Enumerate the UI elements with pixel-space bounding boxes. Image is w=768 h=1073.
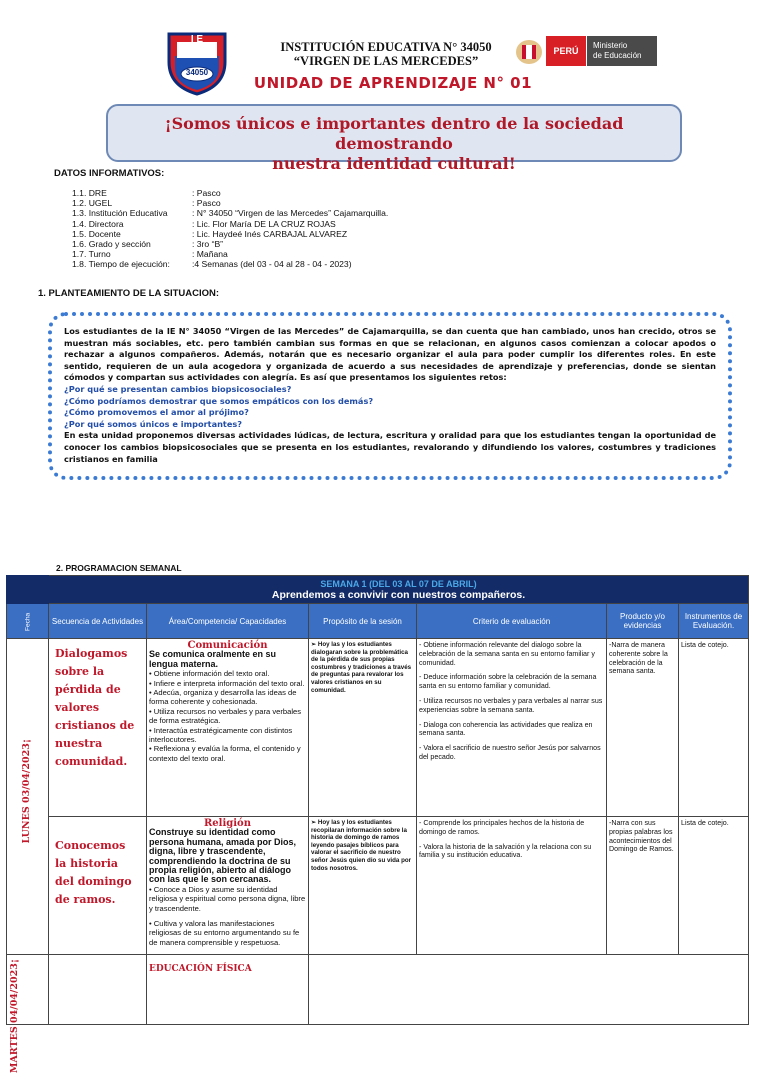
datos-value: :4 Semanas (del 03 - 04 al 28 - 04 - 2023) [192,259,352,270]
col-proposito: Propósito de la sesión [309,604,417,639]
fecha-lunes [7,639,49,955]
criterio: - Valora el sacrificio de nuestro señor Jesús por salvarnos del pecado. [419,744,601,761]
banner-line1: ¡Somos únicos e importantes dentro de la sociedad demostrando [164,114,624,153]
datos-label: 1.7. Turno [72,249,111,260]
area-title: Religión [203,818,251,829]
instrumento-cell: Lista de cotejo. [679,817,749,955]
semana-header [49,576,749,604]
situacion-closing: En esta unidad proponemos diversas actividades lúdicas, de lectura, escritura y oralidad para que los estudiantes tengan la oportunidad de conocer los cambios biopsicosociales que se presenta en los estudiantes, revalorando y difundiendo los valores, costumbres y tradiciones cristianos en familia [64,430,716,464]
capacidad: • Utiliza recursos no verbales y para verbales de forma estratégica. [149,706,302,726]
situacion-question: ¿Cómo promovemos el amor al prójimo? [64,407,249,418]
situacion-question: ¿Por qué se presentan cambios biopsicosociales? [64,383,292,394]
datos-label: 1.5. Docente [72,228,121,239]
peru-shield-icon [514,38,544,66]
col-criterio: Criterio de evaluación [417,604,607,639]
col-secuencia: Secuencia de Actividades [49,604,147,639]
datos-row [72,219,388,229]
capacidad: • Conoce a Dios y asume su identidad religiosa y espiritual como persona digna, libre y trascendente. [149,884,306,913]
datos-row [72,249,388,259]
datos-value: : Lic. Flor María DE LA CRUZ ROJAS [192,218,336,229]
datos-value: : 3ro “B” [192,239,224,250]
criterio: - Dialoga con coherencia las actividades que realiza en semana santa. [419,720,593,738]
criterio-cell [417,639,607,817]
ministerio-line2: de Educación [593,51,642,60]
capacidad: • Cultiva y valora las manifestaciones religiosas de su entorno argumentando su fe de manera comprensible y respetuosa. [149,919,300,947]
area-title: Comunicación [187,640,268,651]
institution-heading [250,40,522,68]
proposito-cell: ➢ Hoy las y los estudiantes dialogaran sobre la problemática de la pérdida de sus propias costumbres y tradiciones a través de preguntas para revalorar los valores cristianos en su comunidad. [309,639,417,817]
datos-label: 1.3. Institución Educativa [72,208,168,219]
situacion-title: 1. PLANTEAMIENTO DE LA SITUACION: [38,288,220,299]
proposito-cell: ➢ Hoy las y los estudiantes recopilaran información sobre la historia de domingo de ramos leyendo pasajes bíblicos para valorar el sacrificio de nuestro señor Jesús quien dio su vida por todos nosotros. [309,817,417,955]
unit-banner [106,104,682,173]
datos-row [72,208,388,218]
institution-name: “VIRGEN DE LAS MERCEDES” [293,54,479,68]
datos-row [72,259,388,269]
area-cell [147,955,309,1025]
peru-label: PERÚ [546,36,586,66]
ministerio-line1: Ministerio [593,41,628,50]
area-title: EDUCACIÓN FÍSICA [149,964,252,974]
col-fecha: Fecha [7,604,49,639]
datos-label: 1.2. UGEL [72,198,113,209]
capacidad: • Obtiene información del texto oral. [149,669,270,679]
criterio: - Deduce información sobre la celebración de la semana santa en su entorno familiar y comunidad. [419,673,597,691]
situacion-box [48,312,732,480]
datos-list [72,188,388,270]
secuencia-cell [49,955,147,1025]
capacidad: • Reflexiona y evalúa la forma, el contenido y contexto del texto oral. [149,744,301,763]
empty-cell [309,955,749,1025]
semana-title: SEMANA 1 (DEL 03 AL 07 DE ABRIL) [320,579,477,589]
capacidad: • Interactúa estratégicamente con distintos interlocutores. [149,725,293,745]
competencia: Se comunica oralmente en su lengua materna. [149,649,277,669]
datos-value: : Lic. Haydeé Inés CARBAJAL ALVAREZ [192,228,348,239]
datos-label: 1.4. Directora [72,218,124,229]
area-cell [147,639,309,817]
ministerio-label [587,36,657,66]
secuencia-cell: Conocemos la historia del domingo de ramos. [49,817,147,955]
datos-value: : Pasco [192,198,221,209]
programacion-title: 2. PROGRAMACION SEMANAL [56,563,182,573]
fecha-lunes-label: LUNES 03/04/2023¡ [21,739,32,844]
datos-label: 1.8. Tiempo de ejecución: [72,259,170,270]
fecha-martes [7,955,49,1073]
producto-cell: -Narra de manera coherente sobre la celebración de la semana santa. [607,639,679,817]
logo-letters: I E [190,34,204,45]
criterio-cell [417,817,607,955]
school-logo [163,28,231,96]
capacidad: • Adecúa, organiza y desarrolla las ideas de forma coherente y cohesionada. [149,688,297,707]
banner-line2: nuestra identidad cultural! [272,154,516,173]
criterio: - Obtiene información relevante del dialogo sobre la celebración de la semana santa en su entorno familiar y comunidad. [419,641,595,667]
criterio: - Comprende los principales hechos de la historia de domingo de ramos. [419,819,585,836]
datos-label: 1.1. DRE [72,188,107,198]
instrumento-cell: Lista de cotejo. [679,639,749,817]
unit-title: UNIDAD DE APRENDIZAJE N° 01 [253,74,533,92]
capacidad: • Infiere e interpreta información del texto oral. [149,678,305,688]
table-row [7,817,749,955]
weekly-table [6,575,748,1073]
logo-number: 34050 [185,68,209,77]
table-row [7,955,749,1025]
situacion-intro: Los estudiantes de la IE N° 34050 “Virgen de las Mercedes” de Cajamarquilla, se dan cuenta que han cambiado, unos han crecido, otros se muestran más sociables, etc. pero también cambian sus formas en que se relacionan, en algunos casos comienzan a colocar apodos o rechazar a algunos compañeros. Además, notarán que es necesario organizar el aula para poder cumplir los diferentes roles. En este sentido, requieren de un aula acogedora y organizada de acuerdo a sus necesidades de aprendizaje y preferencias, donde se sientan cómodos y compartan sus actividades con alegría. Es así que presentamos los siguientes retos: [64,326,716,383]
datos-value: : N° 34050 “Virgen de las Mercedes” Cajamarquilla. [192,208,389,219]
datos-value: : Pasco [192,188,221,198]
producto-cell: -Narra con sus propias palabras los acontecimientos del Domingo de Ramos. [607,817,679,955]
col-producto: Producto y/o evidencias [607,604,679,639]
datos-value: : Mañana [192,249,228,260]
criterio: - Utiliza recursos no verbales y para verbales al narrar sus experiencias sobre la semana santa. [419,696,603,714]
semana-blank [7,576,49,604]
datos-row [72,239,388,249]
datos-row [72,188,388,198]
table-row [7,639,749,817]
area-cell [147,817,309,955]
criterio: - Valora la historia de la salvación y la relaciona con su familia y su institución educativa. [419,842,592,860]
fecha-martes-label: MARTES 04/04/2023¡ [9,959,20,1073]
col-area: Área/Competencia/ Capacidades [147,604,309,639]
situacion-question: ¿Por qué somos únicos e importantes? [64,418,243,429]
datos-row [72,229,388,239]
datos-label: 1.6. Grado y sección [72,239,151,250]
col-instrumentos: Instrumentos de Evaluación. [679,604,749,639]
situacion-question: ¿Cómo podríamos demostrar que somos empáticos con los demás? [64,395,374,406]
semana-subtitle: Aprendemos a convivir con nuestros compañeros. [271,589,526,601]
datos-title: DATOS INFORMATIVOS: [54,168,165,179]
secuencia-cell: Dialogamos sobre la pérdida de valores cristianos de nuestra comunidad. [49,639,147,817]
minedu-logo [514,36,656,68]
datos-row [72,198,388,208]
institution-line: INSTITUCIÓN EDUCATIVA N° 34050 [280,40,492,54]
competencia: Construye su identidad como persona humana, amada por Dios, digna, libre y trascendente, comprendiendo la doctrina de su propia religión, abierto al diálogo con las que le son cercanas. [149,827,297,885]
